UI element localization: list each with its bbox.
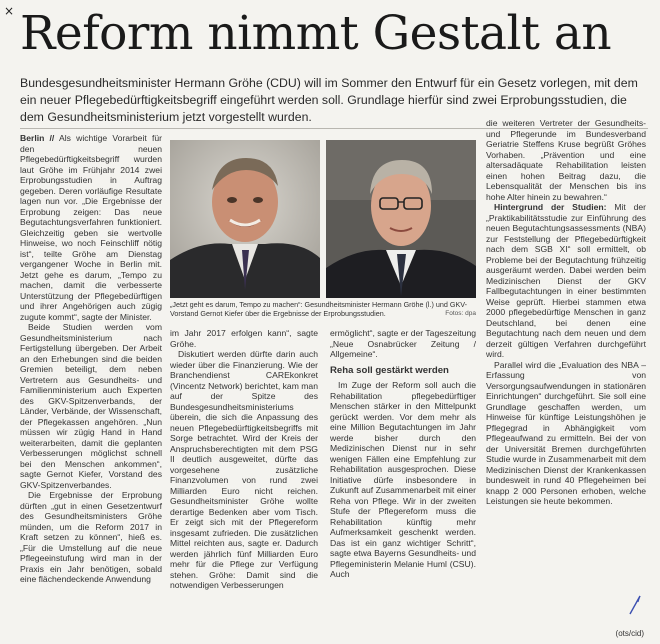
signoff: (ots/cid) [615, 629, 644, 638]
photo-caption [170, 300, 476, 318]
photo-groehe [170, 140, 320, 298]
col3-paragraph-1: ermöglicht“, sagte er der Tageszeitung „Neue Osnabrücker Zeitung / Allgemeine“. [330, 328, 476, 359]
col4-paragraph-3: Parallel wird die „Evaluation des NBA – Erfassung von Versorgungsaufwendungen in stationären Einrichtungen“ durchgeführt. Sie soll eine Grundlage geschaffen werden, um Hinweise für künftige Leistungshöhen je Pflegegrad in Abhängigkeit vom Pflegeaufwand zu ermitteln. Bei der von der Universität Bremen durchgeführten Studie wurde in Zusammenarbeit mit dem Medizinischen Dienst der Krankenkassen bundesweit in rund 40 Pflegeheimen bei knapp 2 000 Personen erhoben, welche Leistungen sie heute bekommen. [486, 359, 646, 506]
caption-text: „Jetzt geht es darum, Tempo zu machen“: Gesundheitsminister Hermann Gröhe (l.) und GKV-Vorstand Gernot Kiefer über die Ergebnisse der Erprobungsstudien. [170, 300, 468, 318]
col4-paragraph-1: die weiteren Vertreter der Gesundheits- und Pflegerunde im Bundesverband Geriatrie Steffens Kruse begrüßt Gröhes Vorhaben. „Prävention und eine altersadäquate Rehabilitation leisten einen hohen Beitrag dazu, die Lebensqualität der Menschen bis ins hohe Alter hinein zu bewahren.“ [486, 118, 646, 202]
article-column-3 [330, 328, 476, 639]
pen-mark-icon [626, 594, 646, 616]
photo-kiefer [326, 140, 476, 298]
photo-credit: Fotos: dpa [445, 310, 476, 317]
col3-paragraph-2: Im Zuge der Reform soll auch die Rehabilitation pflegebedürftiger Menschen stärker in den Mittelpunkt gerückt werden. Vor dem mehr als eine Million Begutachtungen im Jahr werde bisher durch den Medizinischen Dienst nur in sehr wenigen Fällen eine Empfehlung zur Rehabilitation ausgesprochen. Diese Initiative dürfe insbesondere in Zukunft auf Zusammenarbeit mit einer Reha von Pflege. Wir in der zweiten Stufe der Pflegereform muss die Rehabilitation künftig mehr Aufmerksamkeit geschenkt werden. Das ist ein ganz wichtiger Schritt“, sagte etwa Bayerns Gesundheits- und Pflegeministerin Melanie Huml (CSU). Auch [330, 380, 476, 579]
lead-paragraph: Bundesgesundheitsminister Hermann Gröhe (CDU) will im Sommer den Entwurf für ein Gesetz vorlegen, mit dem ein neuer Pflegebedürftigkeitsbegriff eingeführt werden soll. Grundlage hierfür sind zwei Erprobungsstudien, die dem Gesundheitsministerium jetzt vorgestellt wurden. [20, 76, 638, 124]
subhead-reha: Reha soll gestärkt werden [330, 364, 449, 376]
col1-paragraph-1: Berlin // Als wichtige Vorarbeit für den neuen Pflegebedürftigkeitsbegriff wurden laut Gröhe im Frühjahr 2014 zwei Erprobungsstudien in Auftrag gegeben. Deren vorläufige Resultate lagen nun vor. „Die Ergebnisse der Erprobung zeigen: Das neue Begutachtungsverfahren funktioniert. Gleichzeitig geben sie wertvolle Hinweise, wo noch Feinschliff nötig ist“, teilte Gröhe am Dienstag vergangener Woche in Berlin mit. Jetzt gehe es darum, „Tempo zu machen, damit die verbesserte Unterstützung der Pflegebedürftigen und ihrer Angehörigen auch zügig zugute kommt“, sagte der Minister. [20, 133, 162, 322]
col4-paragraph-2: Hintergrund der Studien: Mit der „Praktikabilitätsstudie zur Einführung des neuen Begutachtungsassessments (NBA) zur Feststellung der Pflegebedürftigkeit nach dem SGB XI“ soll ermittelt, ob Probleme bei der Begutachtung frühzeitig ausgeräumt werden. Dabei werden beim Medizinischen Dienst der GKV Fallbegutachtungen in einer bestimmten Weise geprüft. Hierbei stammen etwa 2000 pflegebedürftige Menschen in ganz Deutschland, bei denen eine Begutachtung nach dem neuen und dem derzeit gültigen Verfahren durchgeführt wird. [486, 202, 646, 359]
article-column-1 [20, 133, 162, 639]
article-column-2 [170, 328, 318, 639]
background-lead-in: Hintergrund der Studien: [494, 202, 607, 212]
scan-corner-mark: × [4, 4, 15, 18]
photo-pair [170, 140, 476, 298]
col2-paragraph-1: im Jahr 2017 erfolgen kann“, sagte Gröhe. [170, 328, 318, 349]
col1-paragraph-2: Beide Studien werden vom Gesundheitsministerium nach Fertigstellung übergeben. Der Arbeit an den Erhebungen sind die beiden Gremien beteiligt, dem neben Vertretern aus Gesundheits- und Familienministerium auch Experten des GKV-Spitzenverbands, der Länder, Verbände, der Wissenschaft, der Pflegekassen angehören. „Nun müssen wir zügig Hand in Hand weiterarbeiten, damit die geplanten Verbesserungen möglichst schnell bei den Menschen ankommen“, sagte Gernot Kiefer, Vorstand des GKV-Spitzenverbandes. [20, 322, 162, 490]
headline: Reform nimmt Gestalt an [20, 6, 612, 61]
dateline: Berlin // [20, 133, 55, 143]
article-column-4 [486, 118, 646, 639]
col2-paragraph-2: Diskutiert werden dürfte darin auch wieder über die Finanzierung. Wie der Branchendienst CAREkonkret (Vincentz Network) berichtet, kam man auf der Spitze des Bundesgesundheitsministeriums überein, die sich die Anpassung des neuen Pflegebedürftigkeitsbegriffs mit Sorge betrachtet. Wird der Kreis der Anspruchsberechtigten mit dem PSG II deutlich ausgeweitet, dürfte das vorgesehene zusätzliche Finanzvolumen von rund zwei Milliarden Euro nicht reichen. Gesundheitsminister Gröhe wollte derartige Bedenken aber vom Tisch. Er zeigt sich mit der Pflegereform insgesamt zufrieden. Die zusätzlichen Mittel reichten aus, sagte er. Dadurch werden jährlich fünf Milliarden Euro mehr für die Pflege zur Verfügung stehen. Gröhe: Damit sind die notwendigen Verbesserungen [170, 349, 318, 590]
col1-paragraph-3: Die Ergebnisse der Erprobung dürften „gut in einen Gesetzentwurf des Gesundheitsministers Gröhe münden, um die Reform 2017 in Kraft setzen zu können“, hieß es. „Für die Umstellung auf die neue Pflegeeinstufung wird man in der Praxis ein Jahr benötigen, sobald eine flächendeckende Anwendung [20, 490, 162, 584]
